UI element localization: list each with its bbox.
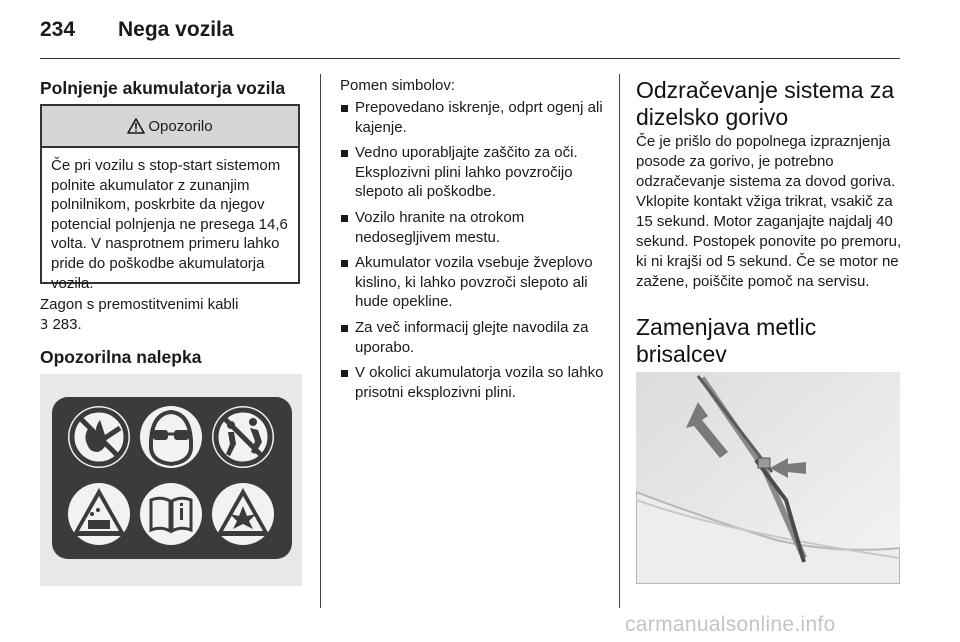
section-title-wiper-replacement: Zamenjava metlic brisalcev bbox=[636, 314, 817, 367]
symbols-intro: Pomen simbolov: bbox=[340, 77, 456, 94]
watermark: carmanualsonline.info bbox=[625, 613, 836, 636]
list-item: Za več informacij glejte navodila za uporabo. bbox=[340, 318, 605, 357]
section-title-warning-label: Opozorilna nalepka bbox=[40, 347, 202, 367]
section-title-fuel-bleeding: Odzračevanje sistema za dizelsko gorivo bbox=[636, 77, 895, 130]
reference-arrow-icon: 3 bbox=[40, 317, 49, 333]
column-separator-1 bbox=[320, 74, 321, 608]
fuel-bleeding-text: Če je prišlo do popolnega izpraznjenja posode za gorivo, je potrebno odzračevanje sistema za dovod goriva. Vklopite kontakt vžiga trikrat, vsakič za 15 sekund. Motor zaganjajte najdalj 40 sekund. Postopek ponovite po premoru, ki ni krajši od 5 sekund. Če se motor ne zažene, poiščite pomoč na servisu. bbox=[636, 133, 902, 290]
acid-hazard-icon bbox=[68, 483, 130, 545]
battery-warning-label-image bbox=[40, 374, 302, 586]
explosion-hazard-icon bbox=[212, 483, 274, 545]
header-rule bbox=[40, 58, 900, 59]
warning-title: Opozorilo bbox=[148, 117, 213, 135]
page-number: 234 bbox=[40, 18, 76, 41]
reference-page: 283. bbox=[52, 315, 82, 333]
list-item: Prepovedano iskrenje, odprt ogenj ali kajenje. bbox=[340, 98, 605, 137]
read-manual-icon bbox=[140, 483, 202, 545]
section-title-battery-charging: Polnjenje akumulatorja vozila bbox=[40, 78, 286, 98]
list-item: Vozilo hranite na otrokom nedosegljivem mestu. bbox=[340, 208, 605, 247]
jumpstart-text: Zagon s premostitvenimi kabli bbox=[40, 296, 239, 313]
symbols-list bbox=[340, 98, 605, 408]
warning-text: Če pri vozilu s stop-start sistemom polnite akumulator z zunanjim polnilnikom, poskrbite da njegov potencial polnjenja ne presega 14,6 volta. V nasprotnem primeru lahko pride do poškodbe akumulatorja vozila. bbox=[51, 157, 288, 292]
no-fire-icon bbox=[68, 406, 130, 468]
jumpstart-reference bbox=[40, 295, 302, 336]
chapter-title: Nega vozila bbox=[118, 18, 234, 41]
wiper-replacement-image bbox=[636, 372, 900, 584]
keep-away-from-children-icon bbox=[212, 406, 274, 468]
column-separator-2 bbox=[619, 74, 620, 608]
eye-protection-icon bbox=[140, 406, 202, 468]
warning-triangle-icon bbox=[127, 118, 145, 134]
list-item: V okolici akumulatorja vozila so lahko prisotni eksplozivni plini. bbox=[340, 363, 605, 402]
list-item: Akumulator vozila vsebuje žveplovo kislino, ki lahko povzroči slepoto ali hude opekline. bbox=[340, 253, 605, 312]
warning-box bbox=[40, 104, 300, 292]
page-reference[interactable] bbox=[40, 315, 302, 336]
warning-header bbox=[42, 106, 298, 148]
list-item: Vedno uporabljajte zaščito za oči. Eksplozivni plini lahko povzročijo slepoto ali poškodbe. bbox=[340, 143, 605, 202]
